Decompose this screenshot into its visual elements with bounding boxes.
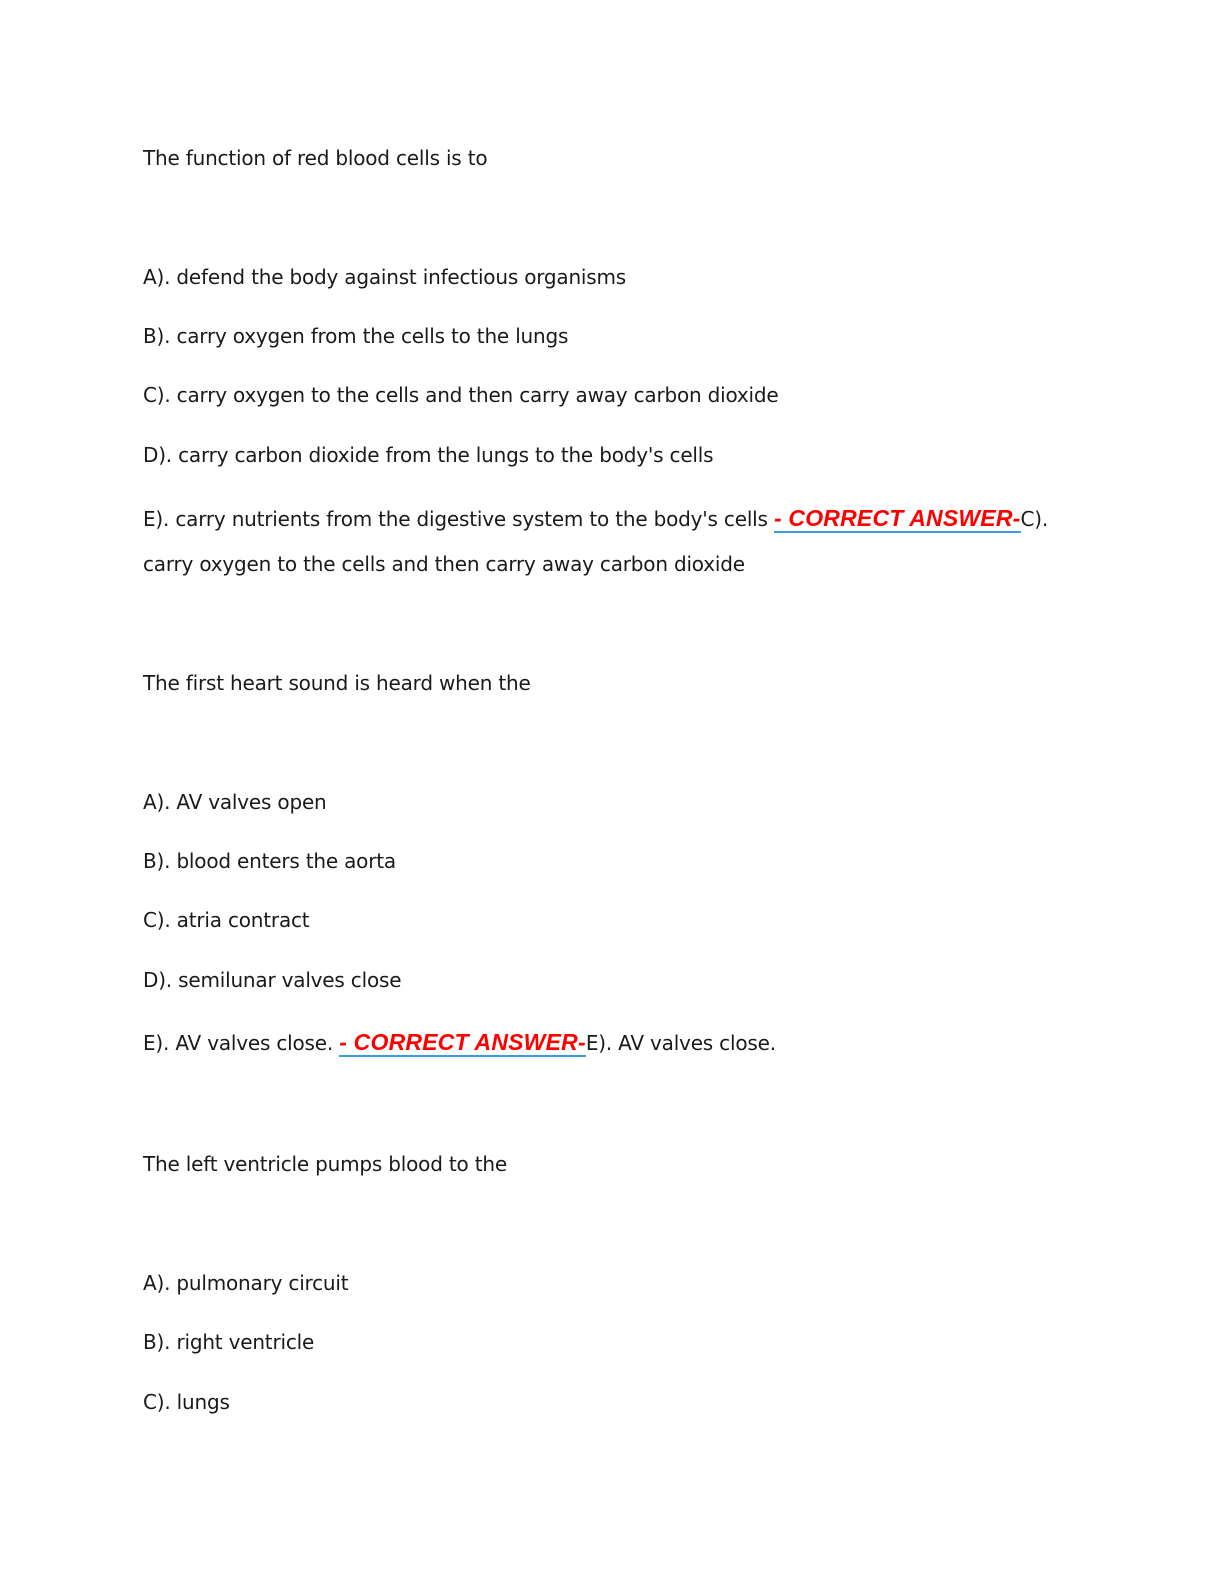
question-2-option-e: E). AV valves close.: [143, 1031, 334, 1055]
question-1-option-c: C). carry oxygen to the cells and then carry away carbon dioxide: [143, 383, 779, 407]
question-2-option-d: D). semilunar valves close: [143, 968, 402, 992]
question-1-option-d: D). carry carbon dioxide from the lungs to the body's cells: [143, 443, 714, 467]
question-1-option-e: E). carry nutrients from the digestive system to the body's cells: [143, 507, 768, 531]
question-1-option-a: A). defend the body against infectious organisms: [143, 265, 627, 289]
question-2-answer-inline: E). AV valves close.: [585, 1031, 776, 1055]
question-2-prompt: The first heart sound is heard when the: [143, 671, 531, 695]
question-2-option-c: C). atria contract: [143, 908, 310, 932]
question-2-option-a: A). AV valves open: [143, 790, 327, 814]
correct-answer-marker: - CORRECT ANSWER-: [773, 505, 1021, 531]
question-3-option-a: A). pulmonary circuit: [143, 1271, 349, 1295]
question-3-prompt: The left ventricle pumps blood to the: [143, 1152, 507, 1176]
question-1-option-b: B). carry oxygen from the cells to the lungs: [143, 324, 569, 348]
question-1-answer-continuation: carry oxygen to the cells and then carry away carbon dioxide: [143, 552, 745, 576]
correct-answer-marker: - CORRECT ANSWER-: [339, 1029, 586, 1055]
question-3-option-c: C). lungs: [143, 1390, 230, 1414]
question-1-answer-inline: C).: [1020, 507, 1049, 531]
question-3-option-b: B). right ventricle: [143, 1330, 315, 1354]
question-1-option-e-line: [143, 506, 1048, 531]
question-1-prompt: The function of red blood cells is to: [143, 146, 488, 170]
question-2-option-b: B). blood enters the aorta: [143, 849, 396, 873]
question-2-option-e-line: [143, 1030, 776, 1055]
